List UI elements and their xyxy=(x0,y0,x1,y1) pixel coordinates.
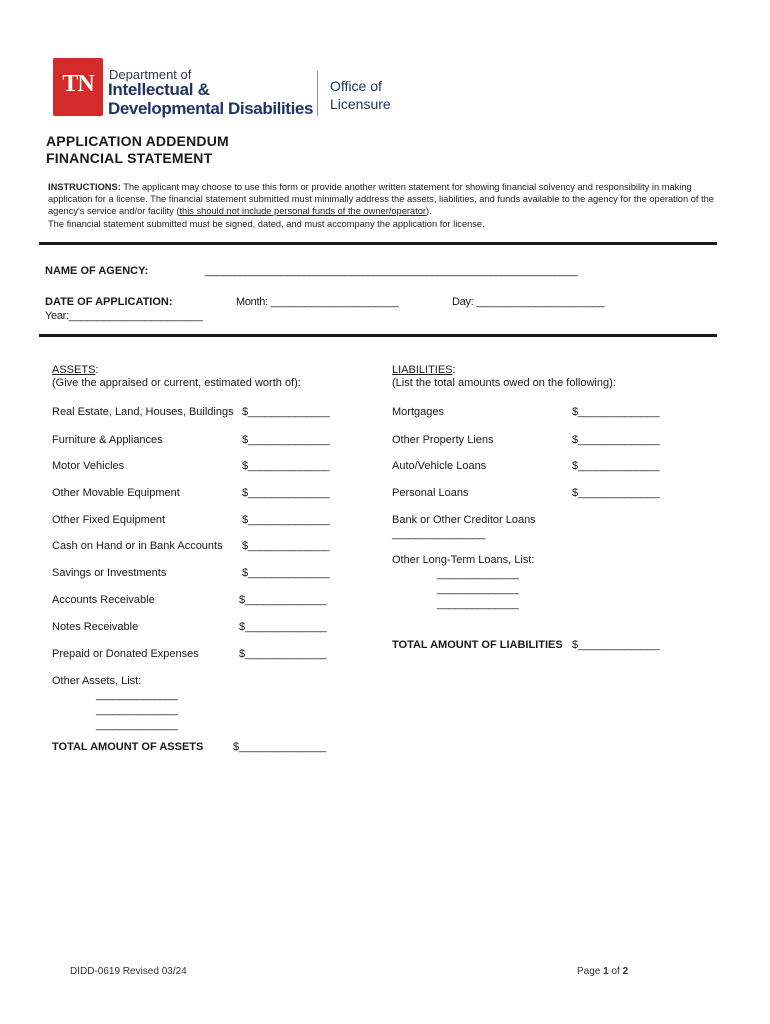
form-title-line-2: FINANCIAL STATEMENT xyxy=(46,150,213,166)
long-term-loan-field[interactable]: ______________ xyxy=(437,583,519,595)
date-label: DATE OF APPLICATION: xyxy=(45,296,173,308)
asset-label: Accounts Receivable xyxy=(52,594,155,606)
liability-field[interactable]: $______________ xyxy=(572,434,660,446)
assets-heading: ASSETS: xyxy=(52,364,99,376)
total-assets-field[interactable]: $_______________ xyxy=(233,741,327,753)
instructions-text-1: The applicant may choose to use this form or provide another written statement for showing financial solvency and responsibility in making application for a license. The financial statement submitted must minimally address the assets, liabilities, and funds available to the agency for the operation of the agency's service and/or facility ( xyxy=(48,182,714,217)
long-term-loans-label: Other Long-Term Loans, List: xyxy=(392,554,535,566)
page-number: Page 1 of 2 xyxy=(577,966,629,977)
header-divider xyxy=(317,71,318,116)
form-title-line-1: APPLICATION ADDENDUM xyxy=(46,133,229,149)
asset-field[interactable]: $______________ xyxy=(239,621,327,633)
year-field[interactable]: Year:_______________________ xyxy=(45,310,203,322)
agency-field[interactable]: ________________________________________________________________ xyxy=(205,265,578,277)
asset-label: Savings or Investments xyxy=(52,567,167,579)
long-term-loan-field[interactable]: ______________ xyxy=(437,598,519,610)
tn-logo-text: TN xyxy=(62,71,94,97)
divider-middle xyxy=(39,334,717,337)
dept-line-2: Intellectual & xyxy=(108,80,210,99)
form-id: DIDD-0619 Revised 03/24 xyxy=(70,966,187,977)
asset-field[interactable]: $______________ xyxy=(242,460,330,472)
month-field[interactable]: Month: ______________________ xyxy=(236,296,399,308)
liabilities-subheading: (List the total amounts owed on the following): xyxy=(392,377,616,389)
liabilities-heading: LIABILITIES: xyxy=(392,364,456,376)
asset-label: Cash on Hand or in Bank Accounts xyxy=(52,540,223,552)
other-assets-label: Other Assets, List: xyxy=(52,675,142,687)
agency-label: NAME OF AGENCY: xyxy=(45,265,149,277)
asset-field[interactable]: $______________ xyxy=(239,648,327,660)
asset-field[interactable]: $______________ xyxy=(242,406,330,418)
asset-field[interactable]: $______________ xyxy=(239,594,327,606)
instructions-label: INSTRUCTIONS: xyxy=(48,182,121,192)
liability-label: Auto/Vehicle Loans xyxy=(392,460,487,472)
asset-label: Other Fixed Equipment xyxy=(52,514,166,526)
bank-loans-field[interactable]: ________________ xyxy=(392,528,486,540)
asset-label: Other Movable Equipment xyxy=(52,487,180,499)
total-liabilities-label: TOTAL AMOUNT OF LIABILITIES xyxy=(392,639,563,651)
instructions-line-2: The financial statement submitted must be signed, dated, and must accompany the application for license. xyxy=(48,218,485,229)
bank-loans-label: Bank or Other Creditor Loans xyxy=(392,514,536,526)
office-line-1: Office of xyxy=(330,78,382,94)
liability-field[interactable]: $______________ xyxy=(572,460,660,472)
instructions xyxy=(48,181,724,230)
asset-field[interactable]: $______________ xyxy=(242,487,330,499)
asset-label: Motor Vehicles xyxy=(52,460,125,472)
day-field[interactable]: Day: ______________________ xyxy=(452,296,605,308)
liability-field[interactable]: $______________ xyxy=(572,406,660,418)
dept-line-1: Department of xyxy=(109,67,192,82)
assets-subheading: (Give the appraised or current, estimated worth of): xyxy=(52,377,301,389)
instructions-underlined: this should not include personal funds of the owner/operator xyxy=(179,206,426,217)
asset-field[interactable]: $______________ xyxy=(242,434,330,446)
asset-field[interactable]: $______________ xyxy=(242,514,330,526)
office-line-2: Licensure xyxy=(330,96,391,112)
asset-field[interactable]: $______________ xyxy=(242,567,330,579)
liability-label: Other Property Liens xyxy=(392,434,494,446)
asset-field[interactable]: $______________ xyxy=(242,540,330,552)
asset-label: Real Estate, Land, Houses, Buildings xyxy=(52,406,234,418)
liability-field[interactable]: $______________ xyxy=(572,487,660,499)
asset-label: Notes Receivable xyxy=(52,621,139,633)
tn-logo xyxy=(53,58,103,116)
asset-label: Prepaid or Donated Expenses xyxy=(52,648,199,660)
other-asset-field[interactable]: ______________ xyxy=(96,719,178,731)
total-liabilities-field[interactable]: $______________ xyxy=(572,639,660,651)
divider-top xyxy=(39,242,717,245)
liability-label: Mortgages xyxy=(392,406,444,418)
other-asset-field[interactable]: ______________ xyxy=(96,689,178,701)
instructions-text-2: ). xyxy=(426,206,432,217)
asset-label: Furniture & Appliances xyxy=(52,434,163,446)
long-term-loan-field[interactable]: ______________ xyxy=(437,568,519,580)
other-asset-field[interactable]: ______________ xyxy=(96,704,178,716)
liability-label: Personal Loans xyxy=(392,487,469,499)
dept-line-3: Developmental Disabilities xyxy=(108,99,314,118)
total-assets-label: TOTAL AMOUNT OF ASSETS xyxy=(52,741,204,753)
